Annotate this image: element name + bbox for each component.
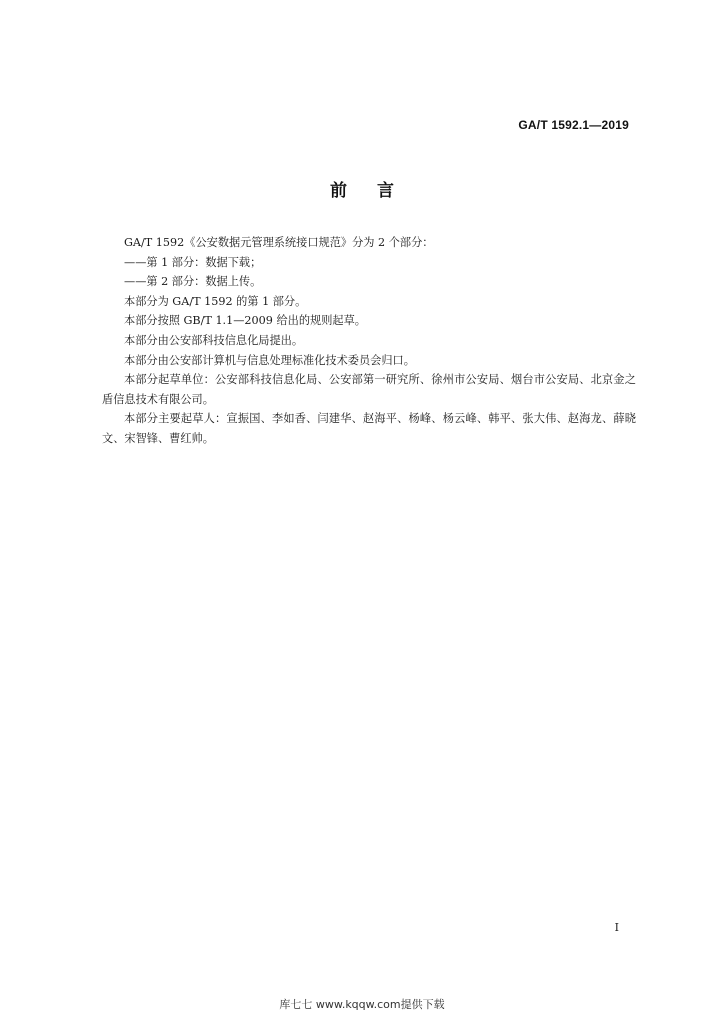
foreword-body — [102, 233, 636, 449]
paragraph: ——第 2 部分：数据上传。 — [124, 275, 262, 289]
paragraph: 本部分由公安部计算机与信息处理标准化技术委员会归口。 — [124, 353, 415, 367]
paragraph: 本部分按照 GB/T 1.1—2009 给出的规则起草。 — [124, 314, 366, 328]
page-number: I — [614, 921, 619, 934]
page-title: 前言 — [330, 181, 424, 201]
paragraph: GA/T 1592《公安数据元管理系统接口规范》分为 2 个部分： — [124, 236, 434, 249]
standard-code: GA/T 1592.1—2019 — [518, 118, 629, 132]
paragraph: 本部分为 GA/T 1592 的第 1 部分。 — [124, 294, 307, 308]
download-watermark: 库七七 www.kqqw.com提供下载 — [279, 998, 445, 1011]
paragraph: 本部分主要起草人：宣振国、李如香、闫建华、赵海平、杨峰、杨云峰、韩平、张大伟、赵海龙、薛晓文、宋智锋、曹红帅。 — [102, 412, 636, 445]
paragraph: 本部分起草单位：公安部科技信息化局、公安部第一研究所、徐州市公安局、烟台市公安局、北京金之盾信息技术有限公司。 — [102, 373, 636, 406]
paragraph: 本部分由公安部科技信息化局提出。 — [124, 333, 304, 347]
paragraph: ——第 1 部分：数据下载； — [124, 255, 262, 269]
